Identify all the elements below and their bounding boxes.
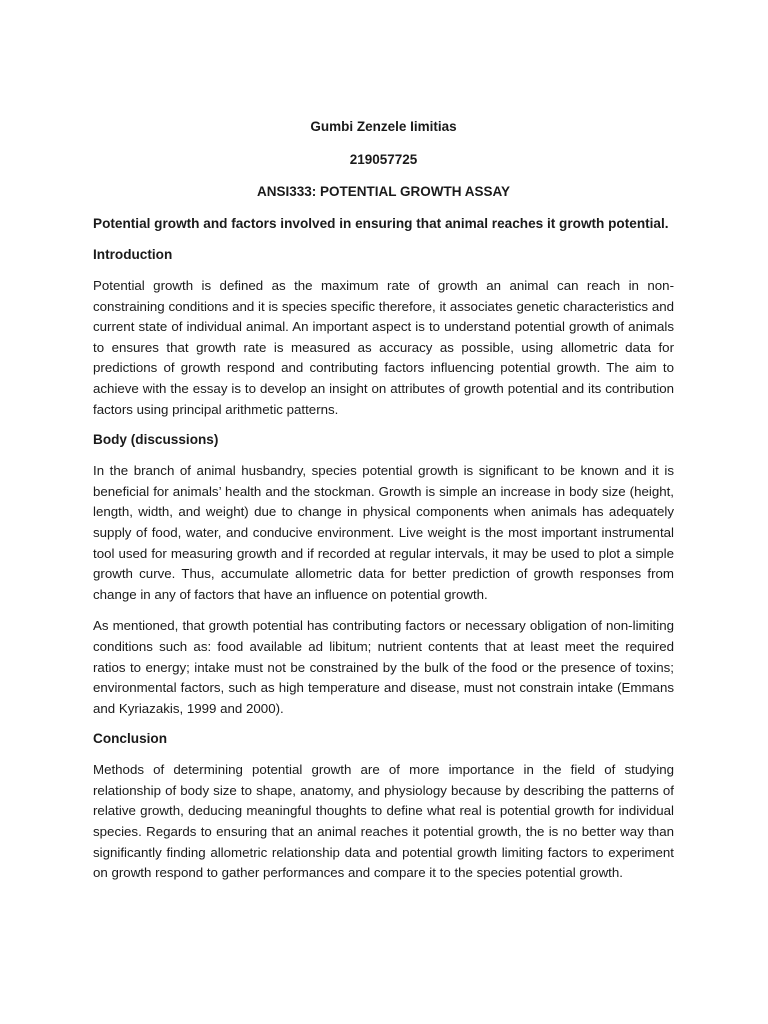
- course-title: ANSI333: POTENTIAL GROWTH ASSAY: [256, 184, 511, 199]
- conclusion-paragraph: Methods of determining potential growth are of more importance in the field of studying relationship of body size to shape, anatomy, and physiology because by describing the patterns of relative growth, deducing meaningful thoughts to define what real is potential growth for individual species. Regards to ensuring that an animal reaches it potential growth, the is no better way than significantly finding allometric relationship data and potential growth limiting factors to experiment on growth respond to gather performances and compare it to the species potential growth.: [93, 762, 674, 881]
- author-name: Gumbi Zenzele Iimitias: [310, 119, 457, 134]
- introduction-paragraph: Potential growth is defined as the maximum rate of growth an animal can reach in non-constraining conditions and it is species specific therefore, it associates genetic characteristics and current state of individual animal. An important aspect is to understand potential growth of animals to ensures that growth rate is measured as accuracy as possible, using allometric data for predictions of growth respond and contributing factors influencing potential growth. The aim to achieve with the essay is to develop an insight on attributes of growth potential and its contribution factors using principal arithmetic patterns.: [93, 278, 674, 417]
- student-number: 219057725: [349, 152, 418, 167]
- body-paragraph-2: As mentioned, that growth potential has contributing factors or necessary obligation of non-limiting conditions such as: food available ad libitum; nutrient contents that at least meet the required ratios to energy; intake must not be constrained by the bulk of the food or the presence of toxins; environmental factors, such as high temperature and disease, must not constrain intake (Emmans and Kyriazakis, 1999 and 2000).: [93, 618, 674, 716]
- introduction-heading: Introduction: [93, 247, 173, 262]
- body-heading: Body (discussions): [93, 432, 219, 448]
- essay-title: Potential growth and factors involved in ensuring that animal reaches it growth potential.: [93, 216, 669, 231]
- conclusion-heading: Conclusion: [93, 731, 168, 747]
- body-paragraph-1: In the branch of animal husbandry, species potential growth is significant to be known and it is beneficial for animals’ health and the stockman. Growth is simple an increase in body size (height, length, width, and weight) due to change in physical components when animals has adequately supply of food, water, and conducive environment. Live weight is the most important instrumental tool used for measuring growth and if recorded at regular intervals, it may be used to plot a simple growth curve. Thus, accumulate allometric data for better prediction of growth responses from change in any of factors that have an influence on potential growth.: [93, 463, 674, 602]
